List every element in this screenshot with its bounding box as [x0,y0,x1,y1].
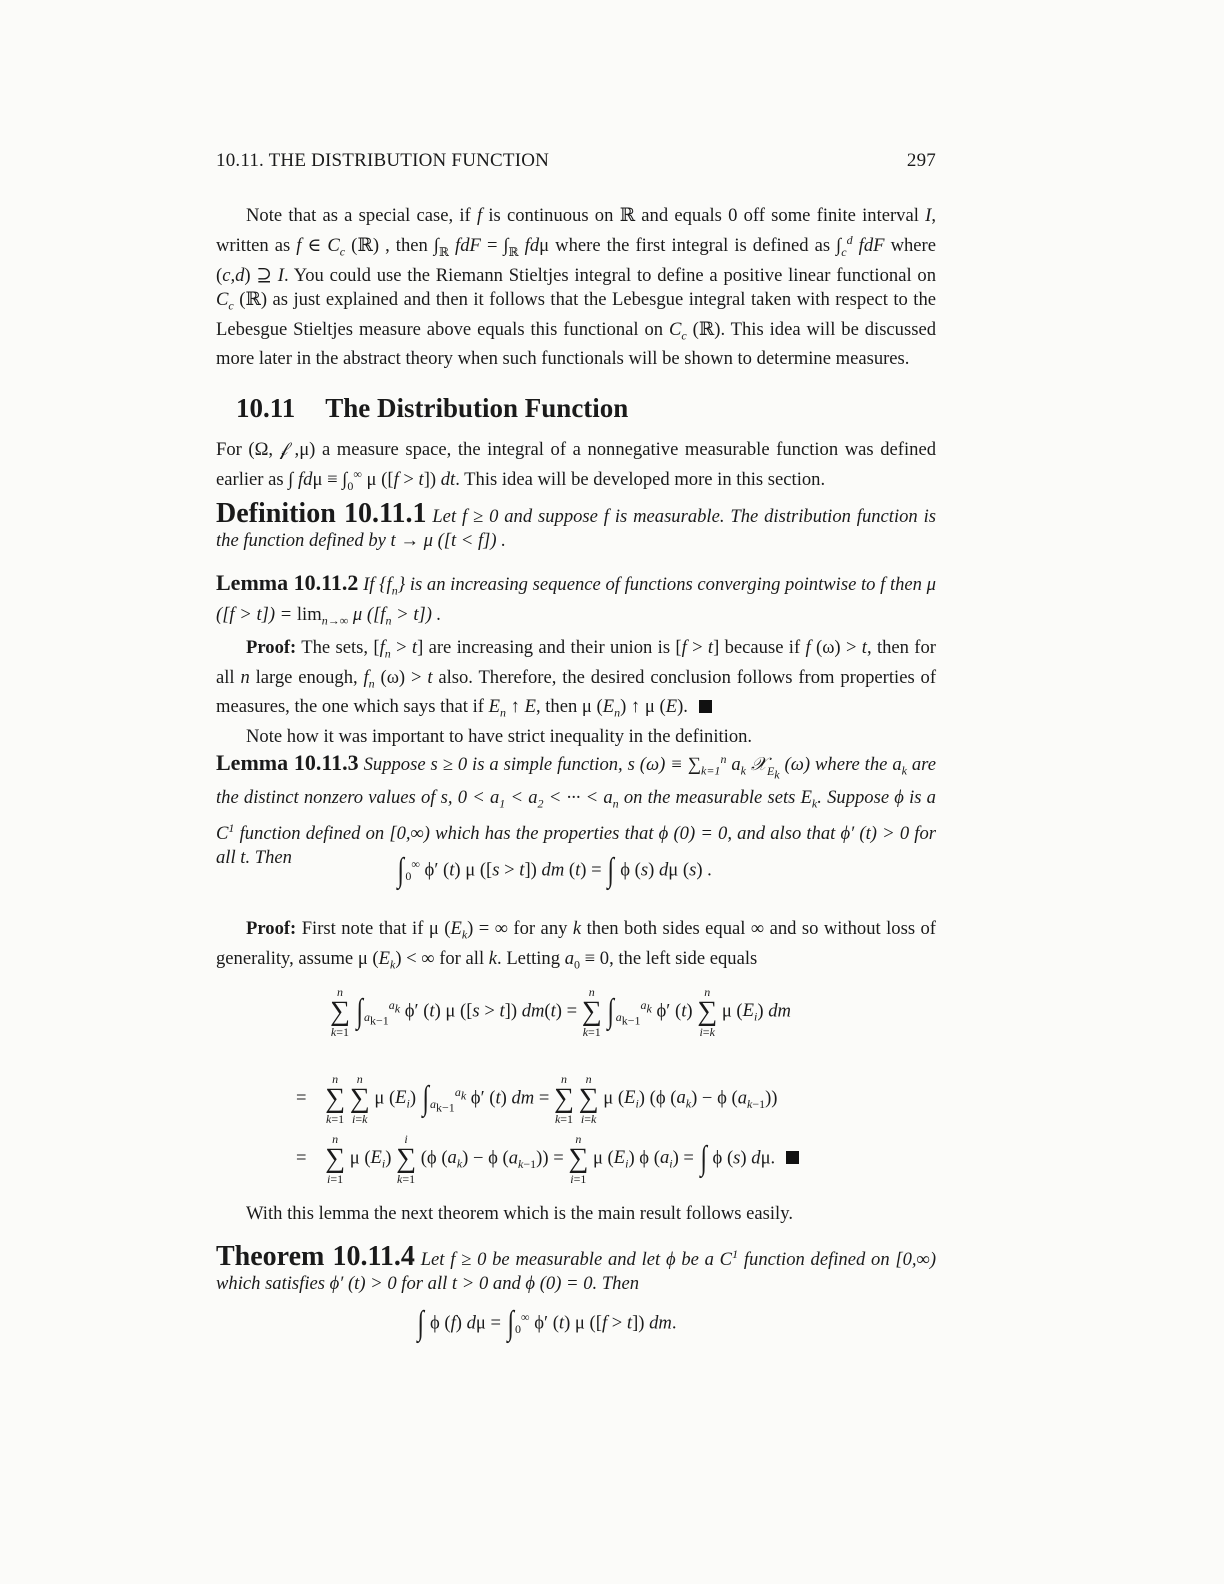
lemma-2-block: Lemma 10.11.2 If $\{f_n\}$ is an increasing sequence of functions converging pointwise to f then μ $([f > t]) = \lim_{n\to\infty} \mu$ $([f_n > t])$ . [216,570,936,628]
theorem-block: Theorem 10.11.4 Let f ≥ 0 be measurable and let ϕ be a $C^1$ function defined on [0,∞) which satisfies ϕ′ (t) > 0 for all t > 0 and ϕ (0) = 0. Then [216,1241,937,1295]
lemma-3-label: Lemma 10.11.3 [216,750,359,776]
section-intro: For (Ω, 𝒻 ,μ) a measure space, the integral of a nonnegative measurable function was defined earlier as ∫ $fd\mu \equiv \int_0^\infty$ μ ([f > t]) dt. This idea will be developed more in this section. [216,439,936,493]
proof-label-2: Proof: [246,918,297,939]
qed-mark [699,700,712,713]
proof-equation-2: = n ∑ k=1 n ∑ i=k μ $(E_i)$ $\int_{a_{k-1}}^{a_k}$ ϕ′ (t) dm = n ∑ k=1 n ∑ i=k μ $(E_i)$ (ϕ $(a_k) - \phi$ $(a_{k-1})$) [296,1072,778,1126]
intro-paragraph: Note that as a special case, if f is continuous on ℝ and equals 0 off some finite interval I, written as f ∈ $C_c$ (ℝ) , then $\int_ℝ$ fdF = $\int_ℝ$ fdμ where the first integral is defined as $\int_c^d$ fdF where (c,d) ⊇ I. You could use the Riemann Stieltjes integral to define a positive linear functional on $C_c$ (ℝ) as just explained and then it follows that the Lebesgue integral taken with respect to the Lebesgue Stieltjes measure above equals this functional on $C_c$ (ℝ). This idea will be discussed more later in the abstract theory when such functionals will be shown to determine measures. [216,205,936,370]
running-header [216,150,936,172]
proof-equation-3: = n ∑ i=1 μ $(E_i)$ i ∑ k=1 (ϕ $(a_k) - \phi$ $(a_{k-1})) = n$ ∑ i=1 μ $(E_i)$ ϕ $(a_i)$ = ∫ ϕ (s) dμ. [296,1132,799,1186]
closing-paragraph: With this lemma the next theorem which is the main result follows easily. [246,1203,793,1224]
proof-1: Proof: The sets, $[f_n > t]$ are increasing and their union is [f > t] because if f (ω) > t, then for all n large enough, $f_n$ (ω) > t also. Therefore, the desired conclusion follows from properties of measures, the one which says that if $E_n$ ↑ E, then μ $(E_n)$ ↑ μ (E). Note how it was important to have strict inequality in the definition. [216,637,937,748]
lemma-2-label: Lemma 10.11.2 [216,570,359,595]
definition-label: Definition 10.11.1 [216,498,427,529]
definition-block: Definition 10.11.1 Let f ≥ 0 and suppose f is measurable. The distribution function is the function defined by t → μ ([t < f]) . [216,498,936,551]
lemma-3-equation: $\int_0^\infty$ ϕ′ (t) μ ([s > t]) dm (t) = ∫ ϕ (s) dμ (s) . [397,852,712,889]
qed-mark-2 [786,1151,799,1164]
theorem-equation: ∫ ϕ (f) $d\mu = \int_0^\infty$ ϕ′ (t) μ ([f > t]) dm. [417,1305,677,1342]
proof-label: Proof: [246,637,297,658]
theorem-label: Theorem 10.11.4 [216,1241,415,1273]
page-number: 297 [906,150,936,171]
section-heading: 10.11 The Distribution Function [236,393,629,423]
lemma-3-block: Lemma 10.11.3 Suppose s ≥ 0 is a simple function, s $(\omega) \equiv \sum_{k=1}^n$ $a_k$ 𝒳$_{E_k}$ (ω) where the $a_k$ are the distinct nonzero values of s, $0 < a_1 < a_2$ < ··· < $a_n$ on the measurable sets $E_k$. Suppose ϕ is a $C^1$ function defined on [0,∞) which has the properties that ϕ (0) = 0, and also that ϕ′ (t) > 0 for all t. Then [216,750,936,869]
proof-2: Proof: First note that if μ $(E_k)$ = ∞ for any k then both sides equal ∞ and so without loss of generality, assume μ $(E_k)$ < ∞ for all k. Letting $a_0 \equiv 0$, the left side equals [216,918,936,972]
proof-equation-1: n ∑ k=1 $\int_{a_{k-1}}^{a_k}$ ϕ′ (t) μ ([s > t]) dm(t) = n ∑ k=1 $\int_{a_{k-1}}^{a_k}$ ϕ′ (t) n ∑ i=k μ $(E_i)$ dm [330,985,791,1039]
running-title: 10.11. THE DISTRIBUTION FUNCTION [216,150,550,171]
